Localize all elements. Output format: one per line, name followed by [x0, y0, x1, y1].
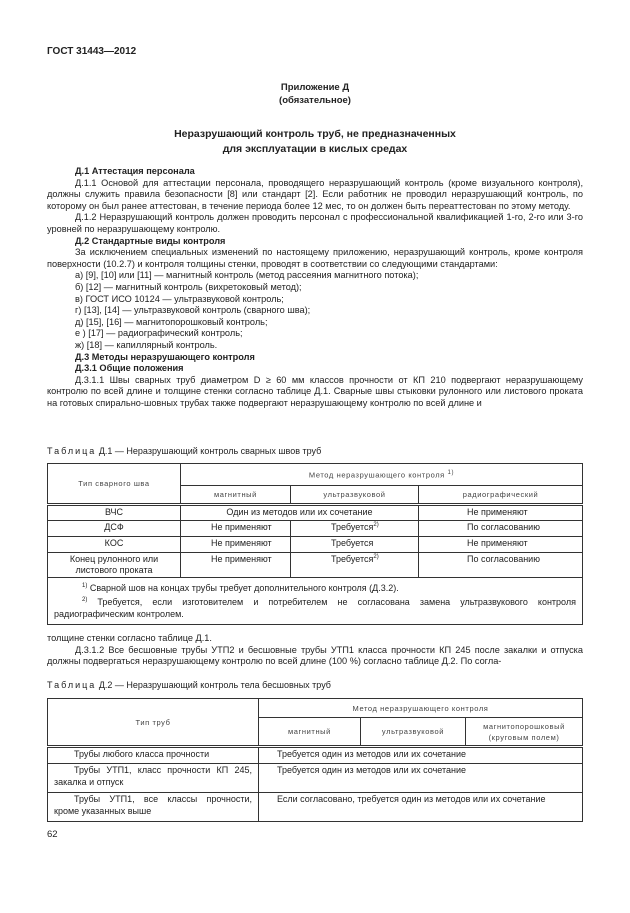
body-text-2	[47, 633, 583, 668]
table-2	[47, 698, 583, 822]
table-1	[47, 463, 583, 625]
paragraph: Д.3.1.1 Швы сварных труб диаметром D ≥ 60 мм классов прочности от КП 210 подвергают неразрушающему контролю по всей длине и толщине стенки согласно таблице Д.1. Сварные швы стыковки рулонного или листового проката на готовых спирально-шовных трубах также подвергают неразрушающему контролю по всей длине и	[47, 374, 583, 408]
paragraph: е ) [17] — радиографический контроль;	[75, 328, 243, 339]
col-group-header: Метод неразрушающего контроля $^{1)}$	[181, 464, 583, 486]
paragraph: д) [15], [16] — магнитопорошковый контроль;	[75, 316, 268, 327]
col-group-header: Метод неразрушающего контроля	[259, 699, 583, 718]
section-heading: Д.3.1 Общие положения	[75, 363, 184, 374]
section-heading: Д.3 Методы неразрушающего контроля	[75, 351, 255, 362]
paragraph: Д.3.1.2 Все бесшовные трубы УТП2 и бесшовные трубы УТП1 класса прочности КП 245 после закалки и отпуска должны подвергаться неразрушающему контролю по всей длине (100 %) согласно таблице Д.2. По согла-	[47, 644, 583, 667]
caption-text: Д.2 — Неразрушающий контроль тела бесшовных труб	[98, 680, 331, 690]
paragraph: ж) [18] — капиллярный контроль.	[75, 339, 218, 350]
paragraph: За исключением специальных изменений по настоящему приложению, неразрушающий контроль, кроме контроля поверхности (10.2.7) и контроля толщины стенки, проводят в соответствии со следующими стандартами:	[47, 247, 583, 269]
paragraph: в) ГОСТ ИСО 10124 — ультразвуковой контроль;	[75, 293, 284, 304]
col-header: ультразвуковой	[291, 486, 419, 505]
table1-caption	[47, 446, 321, 456]
paragraph: а) [9], [10] или [11] — магнитный контроль (метод рассеяния магнитного потока);	[75, 270, 419, 281]
table-row: Трубы любого класса прочности Требуется один из методов или их сочетание	[48, 747, 583, 764]
appendix-title: Приложение Д	[280, 82, 350, 93]
appendix-type: (обязательное)	[279, 94, 351, 106]
title-line-2: для эксплуатации в кислых средах	[222, 143, 408, 155]
col-header: магнитный	[259, 718, 361, 747]
caption-text: Д.1 — Неразрушающий контроль сварных швов труб	[98, 446, 322, 456]
page-number: 62	[47, 829, 58, 840]
table-row: Трубы УТП1, класс прочности КП 245, закалка и отпуск Требуется один из методов или их сочетание	[48, 764, 583, 793]
table-row: Трубы УТП1, все классы прочности, кроме указанных выше Если согласовано, требуется один из методов или их сочетание	[48, 793, 583, 822]
document-header: ГОСТ 31443—2012	[47, 46, 137, 57]
col-header-type: Тип сварного шва	[48, 464, 181, 505]
table-row: ВЧС Один из методов или их сочетание Не применяют	[48, 505, 583, 521]
paragraph: Д.1.1 Основой для аттестации персонала, проводящего неразрушающий контроль (кроме визуального контроля), должны служить правила безопасности [8] или стандарт [2]. Если работник не проводил неразрушающий контроль, по которому он был ранее аттестован, в течение периода более 12 мес, то он должен быть переаттестован по этому методу.	[47, 177, 583, 211]
table-row: ДСФ Не применяют Требуется$^{2)}$ По согласованию	[48, 521, 583, 537]
section-heading: Д.2 Стандартные виды контроля	[75, 235, 226, 246]
table-footnotes: $^{1)}$ Сварной шов на концах трубы требует дополнительного контроля (Д.3.2). $^{2)}$ Требуется, если изготовителем и потребителем не согласована замена ультразвукового контроля радиографическим контролем.	[48, 578, 583, 625]
appendix-heading	[47, 82, 583, 107]
paragraph: Д.1.2 Неразрушающий контроль должен проводить персонал с профессиональной квалификацией 1-го, 2-го или 3-го уровней по неразрушающему контролю.	[47, 212, 583, 234]
section-title	[47, 127, 583, 157]
table-row: КОС Не применяют Требуется Не применяют	[48, 537, 583, 553]
section-heading: Д.1 Аттестация персонала	[75, 166, 195, 176]
body-text-1	[47, 166, 583, 409]
col-header: ультразвуковой	[361, 718, 466, 747]
title-line-1: Неразрушающий контроль труб, не предназначенных	[174, 128, 456, 140]
caption-prefix: Таблица	[47, 446, 97, 456]
col-header-type: Тип труб	[48, 699, 259, 747]
col-header: магнитный	[181, 486, 291, 505]
table-row: Конец рулонного или листового проката Не применяют Требуется$^{2)}$ По согласованию	[48, 553, 583, 578]
col-header: радиографический	[419, 486, 583, 505]
paragraph: толщине стенки согласно таблице Д.1.	[47, 633, 212, 643]
paragraph: г) [13], [14] — ультразвуковой контроль (сварного шва);	[75, 305, 311, 316]
caption-prefix: Таблица	[47, 680, 97, 690]
paragraph: б) [12] — магнитный контроль (вихретоковый метод);	[75, 281, 302, 292]
table2-caption	[47, 680, 331, 690]
col-header: магнитопорошковый (круговым полем)	[466, 718, 583, 747]
